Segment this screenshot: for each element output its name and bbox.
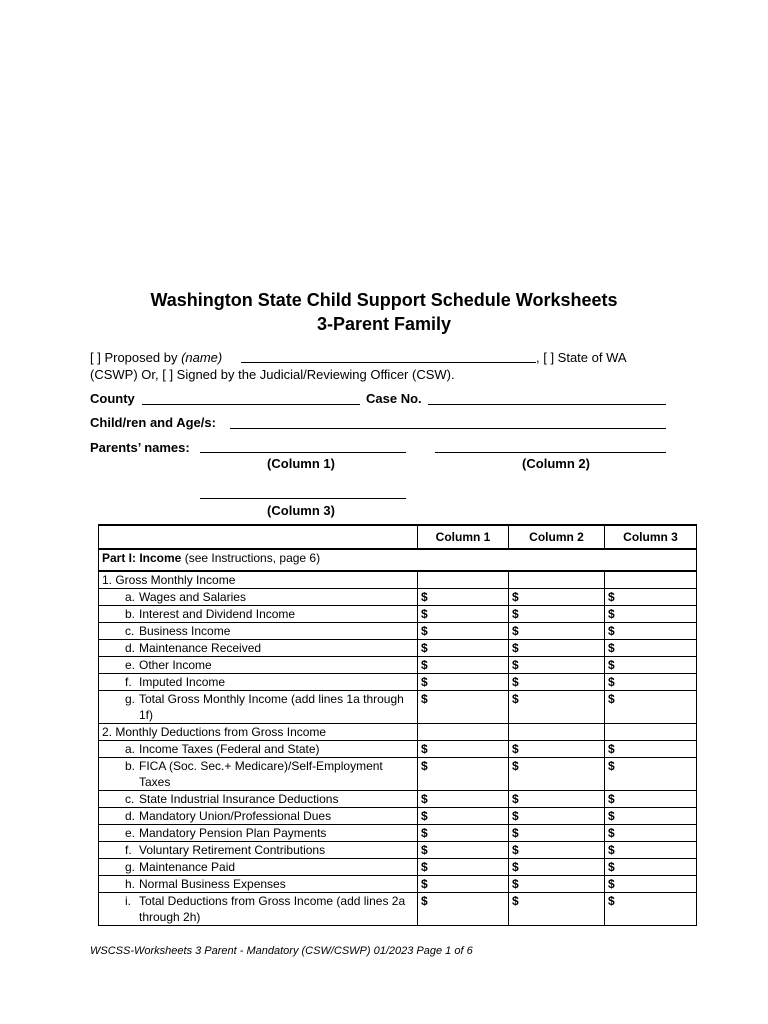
deductions-line-letter: i. — [125, 894, 131, 908]
amount-cell-column3[interactable]: $ — [605, 674, 697, 691]
amount-cell-column2[interactable]: $ — [509, 589, 605, 606]
table-header-row — [99, 525, 697, 549]
deductions-line-label — [99, 876, 418, 893]
amount-cell-column1[interactable]: $ — [418, 640, 509, 657]
gross-income-line-text: Total Gross Monthly Income (add lines 1a through 1f) — [139, 692, 404, 722]
amount-cell-column1[interactable]: $ — [418, 741, 509, 758]
amount-cell-column3[interactable]: $ — [605, 758, 697, 791]
amount-cell-column2[interactable]: $ — [509, 893, 605, 926]
amount-cell-column3[interactable]: $ — [605, 859, 697, 876]
deductions-line-text: Income Taxes (Federal and State) — [139, 742, 320, 756]
column1-caption: (Column 1) — [267, 456, 335, 471]
table-row — [99, 623, 697, 640]
gross-income-line-letter: a. — [125, 590, 136, 604]
gross-income-title-blank — [509, 571, 605, 589]
deductions-line-text: Normal Business Expenses — [139, 877, 286, 891]
deductions-line-text: Mandatory Pension Plan Payments — [139, 826, 327, 840]
parent1-field[interactable] — [200, 452, 406, 453]
amount-cell-column1[interactable]: $ — [418, 876, 509, 893]
gross-income-line-label — [99, 623, 418, 640]
amount-cell-column1[interactable]: $ — [418, 859, 509, 876]
amount-cell-column3[interactable]: $ — [605, 606, 697, 623]
deductions-line-text: Mandatory Union/Professional Dues — [139, 809, 332, 823]
deductions-line-text: Total Deductions from Gross Income (add lines 2a through 2h) — [139, 894, 406, 924]
gross-income-line-text: Wages and Salaries — [139, 590, 246, 604]
case-no-label: Case No. — [366, 391, 422, 406]
column2-caption: (Column 2) — [522, 456, 590, 471]
table-row — [99, 606, 697, 623]
parents-label: Parents’ names: — [90, 440, 190, 455]
amount-cell-column2[interactable]: $ — [509, 674, 605, 691]
amount-cell-column1[interactable]: $ — [418, 674, 509, 691]
table-row — [99, 808, 697, 825]
county-label: County — [90, 391, 135, 406]
table-row — [99, 691, 697, 724]
deductions-line-label — [99, 741, 418, 758]
gross-income-line-letter: g. — [125, 692, 136, 706]
amount-cell-column1[interactable]: $ — [418, 808, 509, 825]
gross-income-title: 1. Gross Monthly Income — [99, 571, 418, 589]
amount-cell-column2[interactable]: $ — [509, 758, 605, 791]
amount-cell-column1[interactable]: $ — [418, 825, 509, 842]
county-field[interactable] — [142, 404, 360, 405]
children-label: Child/ren and Age/s: — [90, 415, 216, 430]
gross-income-line-label — [99, 606, 418, 623]
amount-cell-column1[interactable]: $ — [418, 791, 509, 808]
amount-cell-column2[interactable]: $ — [509, 842, 605, 859]
deductions-line-text: State Industrial Insurance Deductions — [139, 792, 339, 806]
gross-income-title-blank — [605, 571, 697, 589]
parent3-field[interactable] — [200, 498, 406, 499]
deductions-line-letter: a. — [125, 742, 136, 756]
column3-header: Column 3 — [605, 525, 697, 549]
table-row — [99, 758, 697, 791]
amount-cell-column3[interactable]: $ — [605, 825, 697, 842]
deductions-line-label — [99, 893, 418, 926]
amount-cell-column2[interactable]: $ — [509, 876, 605, 893]
amount-cell-column3[interactable]: $ — [605, 640, 697, 657]
amount-cell-column1[interactable]: $ — [418, 657, 509, 674]
amount-cell-column2[interactable]: $ — [509, 691, 605, 724]
deductions-line-letter: d. — [125, 809, 136, 823]
worksheet-table — [98, 524, 697, 926]
deductions-line-label — [99, 825, 418, 842]
table-row — [99, 589, 697, 606]
gross-income-line-text: Imputed Income — [139, 675, 226, 689]
gross-income-line-label — [99, 674, 418, 691]
column1-header: Column 1 — [418, 525, 509, 549]
deductions-line-letter: h. — [125, 877, 136, 891]
gross-income-line-label — [99, 589, 418, 606]
deductions-line-label — [99, 758, 418, 791]
proposed-line2: (CSWP) Or, [ ] Signed by the Judicial/Reviewing Officer (CSW). — [90, 367, 455, 382]
amount-cell-column2[interactable]: $ — [509, 623, 605, 640]
deductions-title-blank — [509, 724, 605, 741]
amount-cell-column2[interactable]: $ — [509, 640, 605, 657]
deductions-line-text: FICA (Soc. Sec.+ Medicare)/Self-Employment Taxes — [139, 759, 383, 789]
amount-cell-column2[interactable]: $ — [509, 606, 605, 623]
gross-income-title-blank — [418, 571, 509, 589]
table-row — [99, 657, 697, 674]
gross-income-line-label — [99, 657, 418, 674]
amount-cell-column3[interactable]: $ — [605, 808, 697, 825]
amount-cell-column3[interactable]: $ — [605, 623, 697, 640]
deductions-line-letter: c. — [125, 792, 135, 806]
gross-income-line-text: Interest and Dividend Income — [139, 607, 296, 621]
gross-income-line-text: Business Income — [139, 624, 231, 638]
table-row — [99, 859, 697, 876]
table-row — [99, 640, 697, 657]
gross-income-line-letter: e. — [125, 658, 136, 672]
amount-cell-column1[interactable]: $ — [418, 589, 509, 606]
page-subtitle: 3-Parent Family — [316, 314, 452, 334]
amount-cell-column3[interactable]: $ — [605, 842, 697, 859]
amount-cell-column3[interactable]: $ — [605, 741, 697, 758]
amount-cell-column3[interactable]: $ — [605, 657, 697, 674]
proposed-name-label: (name) — [181, 350, 223, 365]
amount-cell-column2[interactable]: $ — [509, 825, 605, 842]
table-row — [99, 741, 697, 758]
amount-cell-column2[interactable]: $ — [509, 859, 605, 876]
amount-cell-column3[interactable]: $ — [605, 893, 697, 926]
deductions-title-blank — [418, 724, 509, 741]
children-field[interactable] — [230, 428, 666, 429]
gross-income-title-row — [99, 571, 697, 589]
table-row — [99, 674, 697, 691]
proposed-name-field[interactable] — [241, 362, 536, 363]
part1-note: (see Instructions, page 6) — [181, 551, 321, 565]
page-title: Washington State Child Support Schedule Worksheets — [150, 290, 618, 310]
amount-cell-column1[interactable]: $ — [418, 842, 509, 859]
amount-cell-column1[interactable]: $ — [418, 623, 509, 640]
gross-income-line-letter: c. — [125, 624, 135, 638]
amount-cell-column1[interactable]: $ — [418, 758, 509, 791]
proposed-by-text — [90, 350, 222, 366]
gross-income-line-letter: f. — [125, 675, 132, 689]
amount-cell-column1[interactable]: $ — [418, 893, 509, 926]
deductions-line-text: Voluntary Retirement Contributions — [139, 843, 326, 857]
deductions-title: 2. Monthly Deductions from Gross Income — [99, 724, 418, 741]
deductions-title-blank — [605, 724, 697, 741]
column3-caption: (Column 3) — [267, 503, 335, 518]
amount-cell-column3[interactable]: $ — [605, 791, 697, 808]
amount-cell-column3[interactable]: $ — [605, 691, 697, 724]
deductions-line-letter: b. — [125, 759, 136, 773]
gross-income-line-label — [99, 691, 418, 724]
header-blank — [99, 525, 418, 549]
part1-heading — [99, 549, 697, 571]
proposed-prefix: [ ] Proposed by — [90, 350, 182, 365]
gross-income-line-text: Maintenance Received — [139, 641, 262, 655]
gross-income-line-letter: b. — [125, 607, 136, 621]
column2-header: Column 2 — [509, 525, 605, 549]
deductions-line-letter: e. — [125, 826, 136, 840]
amount-cell-column3[interactable]: $ — [605, 589, 697, 606]
parent2-field[interactable] — [435, 452, 666, 453]
deductions-title-row — [99, 724, 697, 741]
table-row — [99, 893, 697, 926]
gross-income-line-label — [99, 640, 418, 657]
gross-income-line-letter: d. — [125, 641, 136, 655]
gross-income-line-text: Other Income — [139, 658, 212, 672]
amount-cell-column2[interactable]: $ — [509, 657, 605, 674]
table-row — [99, 876, 697, 893]
amount-cell-column2[interactable]: $ — [509, 808, 605, 825]
part1-bold: Part I: Income — [102, 551, 182, 565]
deductions-line-label — [99, 791, 418, 808]
proposed-suffix: , [ ] State of WA — [536, 350, 627, 365]
table-row — [99, 842, 697, 859]
deductions-line-text: Maintenance Paid — [139, 860, 236, 874]
footer-text: WSCSS-Worksheets 3 Parent - Mandatory (CSW/CSWP) 01/2023 Page 1 of 6 — [90, 945, 473, 957]
amount-cell-column1[interactable]: $ — [418, 606, 509, 623]
deductions-line-label — [99, 859, 418, 876]
case-no-field[interactable] — [428, 404, 666, 405]
amount-cell-column2[interactable]: $ — [509, 741, 605, 758]
amount-cell-column2[interactable]: $ — [509, 791, 605, 808]
deductions-line-label — [99, 808, 418, 825]
deductions-line-letter: g. — [125, 860, 136, 874]
table-row — [99, 825, 697, 842]
table-row — [99, 791, 697, 808]
part1-section-row — [99, 549, 697, 571]
deductions-line-label — [99, 842, 418, 859]
amount-cell-column1[interactable]: $ — [418, 691, 509, 724]
deductions-line-letter: f. — [125, 843, 132, 857]
amount-cell-column3[interactable]: $ — [605, 876, 697, 893]
